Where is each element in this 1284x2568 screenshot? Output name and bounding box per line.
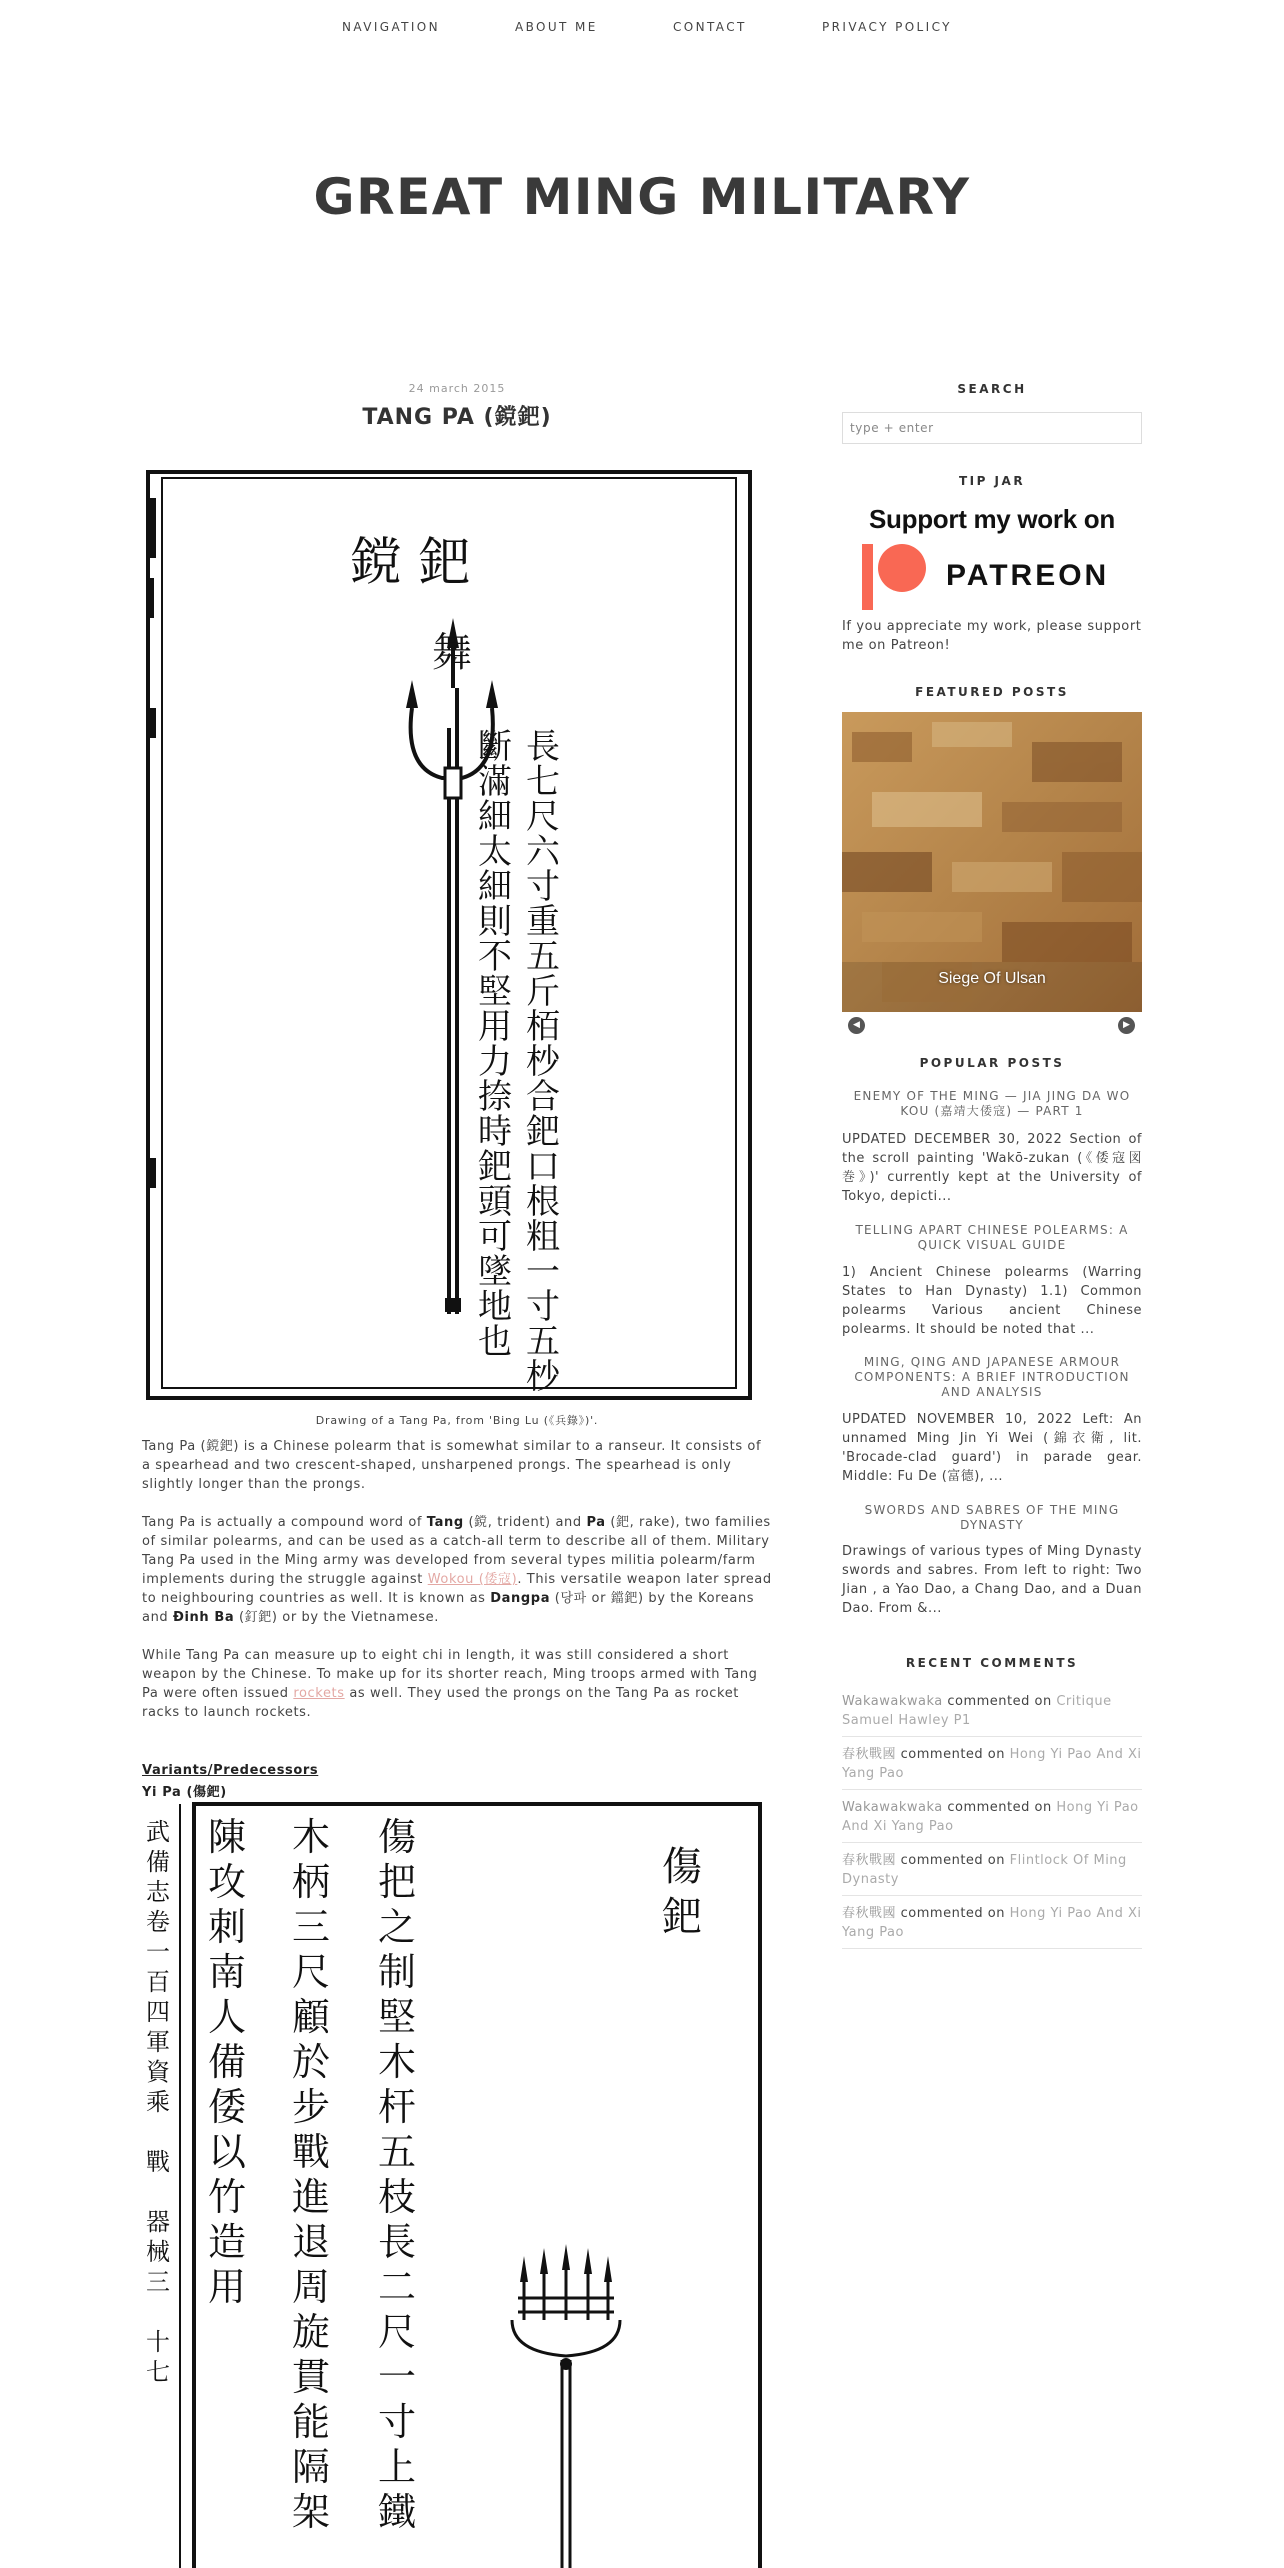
term-dinh-ba: Đinh Ba bbox=[173, 1610, 235, 1625]
nav-about-me[interactable]: ABOUT ME bbox=[515, 20, 598, 34]
tang-pa-illustration bbox=[142, 468, 772, 1404]
comment-verb: commented on bbox=[896, 1747, 1010, 1762]
term-pa: Pa bbox=[586, 1515, 606, 1530]
search-input[interactable]: type + enter bbox=[842, 412, 1142, 444]
comment-post-link[interactable]: Flintlock Of Ming Dynasty bbox=[842, 1853, 1127, 1887]
slider-prev-icon[interactable]: ◀ bbox=[848, 1017, 865, 1034]
site-title[interactable]: GREAT MING MILITARY bbox=[313, 168, 971, 226]
recent-comments-title: RECENT COMMENTS bbox=[905, 1656, 1079, 1670]
yi-pa-illustration bbox=[142, 1800, 772, 2568]
siege-painting-image bbox=[842, 712, 1142, 1012]
patreon-wordmark: PATREON bbox=[946, 559, 1110, 592]
popular-post-excerpt: UPDATED DECEMBER 30, 2022 Section of the scroll painting 'Wakō-zukan (《倭寇図巻》)' currently kept at the University of Tokyo, depicti... bbox=[842, 1132, 1142, 1204]
variant-yi-pa-title: Yi Pa (傷鈀) bbox=[142, 1785, 227, 1800]
popular-post-excerpt: 1) Ancient Chinese polearms (Warring States to Han Dynasty) 1.1) Common polearms Various ancient Chinese polearms. It should be noted that ... bbox=[842, 1265, 1142, 1337]
recent-comment-item bbox=[842, 1745, 1142, 1790]
nav-contact[interactable]: CONTACT bbox=[673, 20, 747, 34]
patreon-logo-icon bbox=[862, 544, 932, 614]
comment-author-link[interactable]: 春秋戰國 bbox=[842, 1853, 897, 1868]
patreon-banner[interactable] bbox=[842, 500, 1142, 620]
comment-verb: commented on bbox=[942, 1800, 1057, 1815]
comment-verb: commented on bbox=[896, 1906, 1010, 1921]
text-span: (鈀, rake), two families of similar polearms, and can be used as a catch-all term to describe all of them. Military Tang Pa used in the Ming army was developed from several types militia polearm/farm implements during the struggle against bbox=[142, 1515, 771, 1587]
nav-navigation[interactable]: NAVIGATION bbox=[342, 20, 441, 34]
text-span: . This versatile weapon later spread to neighbouring countries as well. It is known as bbox=[142, 1572, 772, 1606]
variants-heading: Variants/Predecessors bbox=[142, 1763, 319, 1778]
yi-pa-text-column-3: 陳攻刺南人備倭以竹造用 bbox=[208, 1815, 247, 2309]
figure-caption: Drawing of a Tang Pa, from 'Bing Lu (《兵錄》)'. bbox=[315, 1414, 599, 1427]
drawing-text-column-1: 長七尺六寸重五斤栢杪合鈀口根粗一寸五杪 bbox=[526, 727, 560, 1397]
comment-verb: commented on bbox=[942, 1694, 1057, 1709]
paragraph-usage bbox=[142, 1646, 772, 1722]
recent-comment-item bbox=[842, 1904, 1142, 1949]
text-span: Tang Pa is actually a compound word of bbox=[142, 1515, 427, 1530]
comment-author-link[interactable]: Wakawakwaka bbox=[842, 1694, 943, 1709]
drawing-text-column-2: 斷滿細太細則不堅用力捺時鈀頭可墜地也 bbox=[478, 727, 512, 1362]
rockets-link[interactable]: rockets bbox=[293, 1686, 345, 1701]
top-navigation bbox=[0, 0, 1284, 56]
comment-author-link[interactable]: Wakawakwaka bbox=[842, 1800, 943, 1815]
patreon-support-text: Support my work on bbox=[869, 504, 1115, 534]
comment-post-link[interactable]: Hong Yi Pao And Xi Yang Pao bbox=[842, 1747, 1142, 1781]
drawing-heading: 鎲 鈀 bbox=[350, 533, 471, 593]
featured-posts-title: FEATURED POSTS bbox=[915, 685, 1069, 699]
popular-post-excerpt: UPDATED NOVEMBER 10, 2022 Left: An unnamed Ming Jin Yi Wei (錦衣衛, lit. 'Brocade-clad guard') in parade gear. Middle: Fu De (富德), ... bbox=[842, 1412, 1142, 1484]
paragraph-etymology bbox=[142, 1513, 772, 1627]
post-date: 24 march 2015 bbox=[408, 382, 506, 395]
popular-posts-title: POPULAR POSTS bbox=[919, 1056, 1065, 1070]
tip-jar-title: TIP JAR bbox=[958, 474, 1026, 488]
comment-post-link[interactable]: Hong Yi Pao And Xi Yang Pao bbox=[842, 1800, 1139, 1834]
text-span: (釘鈀) or by the Vietnamese. bbox=[234, 1610, 439, 1625]
recent-comment-item bbox=[842, 1692, 1142, 1737]
text-span: as well. They used the prongs on the Tang Pa as rocket racks to launch rockets. bbox=[142, 1686, 739, 1720]
comment-verb: commented on bbox=[896, 1853, 1010, 1868]
yi-pa-heading: 傷鈀 bbox=[662, 1844, 702, 1940]
text-span: (당파 or 鐺鈀) by the Koreans and bbox=[142, 1591, 755, 1625]
search-widget-title: SEARCH bbox=[957, 382, 1027, 396]
yi-pa-text-column-2: 木柄三尺顧於步戰進退周旋貫能隔架 bbox=[292, 1815, 331, 2534]
comment-author-link[interactable]: 春秋戰國 bbox=[842, 1906, 897, 1921]
patreon-appeal: If you appreciate my work, please support me on Patreon! bbox=[842, 619, 1142, 653]
yi-pa-margin-text: 武備志卷一百四軍資乘 戰 器械三 十七 bbox=[146, 1818, 170, 2386]
nav-privacy-policy[interactable]: PRIVACY POLICY bbox=[822, 20, 952, 34]
popular-post-title[interactable]: TELLING APART CHINESE POLEARMS: A QUICK VISUAL GUIDE bbox=[855, 1223, 1129, 1252]
recent-comment-item bbox=[842, 1851, 1142, 1896]
comment-post-link[interactable]: Critique Samuel Hawley P1 bbox=[842, 1694, 1112, 1728]
comment-author-link[interactable]: 春秋戰國 bbox=[842, 1747, 897, 1762]
comment-post-link[interactable]: Hong Yi Pao And Xi Yang Pao bbox=[842, 1906, 1142, 1940]
yi-pa-drawing[interactable] bbox=[142, 1800, 772, 2568]
popular-post-excerpt: Drawings of various types of Ming Dynasty swords and sabres. From left to right: Two Jian , a Yao Dao, a Chang Dao, and a Duan Dao. From &... bbox=[842, 1544, 1142, 1616]
paragraph-intro: Tang Pa (鎲鈀) is a Chinese polearm that is somewhat similar to a ranseur. It consists of a spearhead and two crescent-shaped, unsharpened prongs. The spearhead is only slightly longer than the prongs. bbox=[142, 1439, 762, 1492]
featured-post-image[interactable] bbox=[842, 712, 1142, 1012]
drawing-small-label: 舞 bbox=[432, 630, 472, 676]
popular-post-title[interactable]: ENEMY OF THE MING — JIA JING DA WO KOU (嘉靖大倭寇) — PART 1 bbox=[853, 1089, 1131, 1118]
tang-pa-drawing[interactable] bbox=[142, 468, 772, 1404]
slider-next-icon[interactable]: ▶ bbox=[1118, 1017, 1135, 1034]
text-span: While Tang Pa can measure up to eight chi in length, it was still considered a short weapon by the Chinese. To make up for its shorter reach, Ming troops armed with Tang Pa were often issued bbox=[142, 1648, 758, 1701]
text-span: (鎲, trident) and bbox=[463, 1515, 587, 1530]
recent-comment-item bbox=[842, 1798, 1142, 1843]
term-dangpa: Dangpa bbox=[490, 1591, 551, 1606]
term-tang: Tang bbox=[426, 1515, 464, 1530]
popular-post-title[interactable]: MING, QING AND JAPANESE ARMOUR COMPONENTS: A BRIEF INTRODUCTION AND ANALYSIS bbox=[854, 1355, 1130, 1399]
featured-post-caption[interactable]: Siege Of Ulsan bbox=[938, 970, 1046, 987]
yi-pa-text-column-1: 傷把之制堅木杆五枝長二尺一寸上鐵 bbox=[378, 1815, 417, 2534]
wokou-link[interactable]: Wokou (倭寇) bbox=[427, 1572, 518, 1587]
post-title[interactable]: TANG PA (鎲鈀) bbox=[362, 405, 552, 430]
popular-post-title[interactable]: SWORDS AND SABRES OF THE MING DYNASTY bbox=[864, 1503, 1120, 1532]
